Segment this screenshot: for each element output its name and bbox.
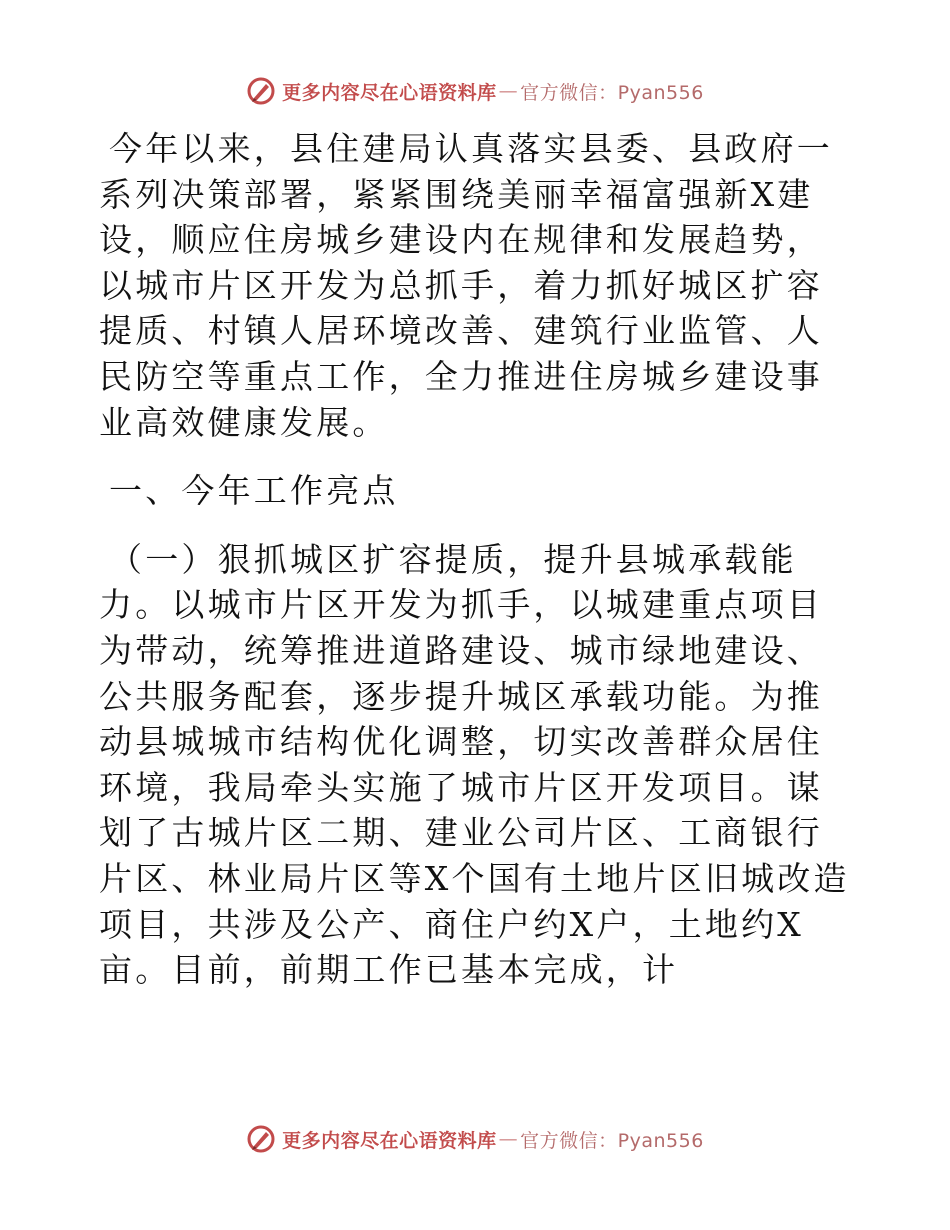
- banner-separator: —: [498, 80, 519, 102]
- banner-title: 更多内容尽在心语资料库: [282, 1129, 497, 1152]
- header-banner: [0, 71, 950, 111]
- footer-banner: [0, 1119, 950, 1159]
- banner-title: 更多内容尽在心语资料库: [282, 81, 497, 104]
- section-heading: 一、今年工作亮点: [109, 471, 399, 511]
- pen-logo-icon: [246, 76, 276, 106]
- intro-paragraph: 今年以来，县住建局认真落实县委、县政府一系列决策部署，紧紧围绕美丽幸福富强新X建设，顺应住房城乡建设内在规律和发展趋势，以城市片区开发为总抓手，着力抓好城区扩容提质、村镇人居环境改善、建筑行业监管、人民防空等重点工作，全力推进住房城乡建设事业高效健康发展。: [99, 129, 833, 442]
- banner-separator: —: [498, 1128, 519, 1150]
- pen-logo-icon: [246, 1124, 276, 1154]
- document-body: [99, 126, 859, 993]
- banner-contact: 官方微信：Pyan556: [520, 1129, 704, 1152]
- banner-contact: 官方微信：Pyan556: [520, 81, 704, 104]
- body-paragraph: （一）狠抓城区扩容提质，提升县城承载能力。以城市片区开发为抓手，以城建重点项目为带动，统筹推进道路建设、城市绿地建设、公共服务配套，逐步提升城区承载功能。为推动县城城市结构优化调整，切实改善群众居住环境，我局牵头实施了城市片区开发项目。谋划了古城片区二期、建业公司片区、工商银行片区、林业局片区等X个国有土地片区旧城改造项目，共涉及公产、商住户约X户，土地约X亩。目前，前期工作已基本完成，计: [99, 539, 850, 990]
